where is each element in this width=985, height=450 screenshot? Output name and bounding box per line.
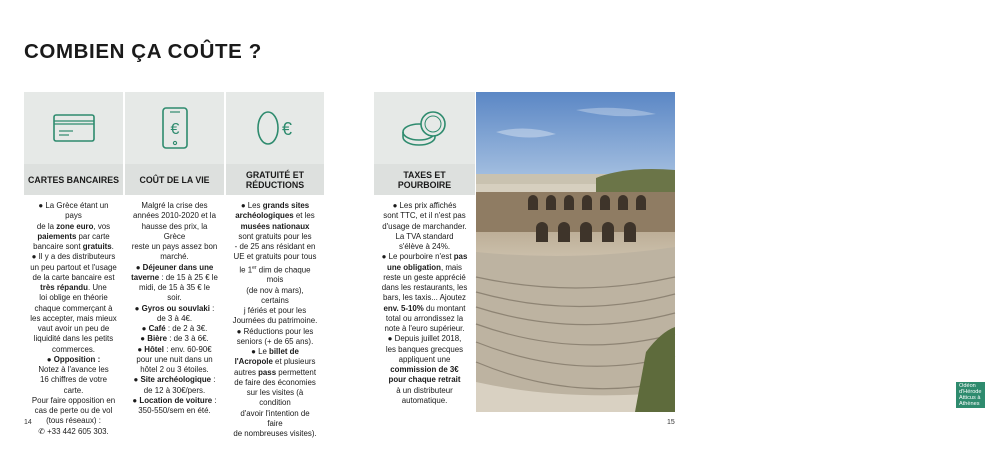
text-segment: , vos bbox=[93, 221, 111, 231]
text-line bbox=[30, 222, 117, 232]
page-number-right: 15 bbox=[667, 419, 675, 426]
text-segment: hausse des prix, la Grèce bbox=[141, 221, 208, 241]
text-segment: j fériés et pour les bbox=[243, 306, 307, 316]
text-segment: pour chaque retrait bbox=[388, 375, 461, 385]
text-line bbox=[30, 201, 117, 222]
text-segment: pas bbox=[453, 252, 468, 262]
text-segment: sont gratuits pour les bbox=[238, 231, 312, 241]
text-segment: dim de chaque mois bbox=[256, 265, 311, 285]
text-segment: total ou arrondissez la bbox=[385, 313, 464, 323]
text-line bbox=[30, 375, 117, 396]
text-line bbox=[30, 345, 117, 355]
text-line bbox=[131, 314, 218, 324]
text-segment: Journées du patrimoine. bbox=[232, 316, 318, 326]
text-line bbox=[30, 416, 117, 426]
text-line bbox=[131, 222, 218, 243]
coins-icon bbox=[397, 106, 453, 150]
text-segment: archéologiques bbox=[235, 211, 294, 221]
text-line bbox=[131, 345, 218, 355]
text-line bbox=[232, 357, 318, 367]
column-text bbox=[226, 195, 324, 439]
text-segment: et les bbox=[293, 211, 315, 221]
text-line bbox=[380, 334, 469, 344]
text-segment: grands sites bbox=[262, 201, 310, 210]
text-segment: ● Hôtel bbox=[137, 344, 164, 354]
text-segment: cas de perte ou de vol bbox=[34, 406, 113, 415]
text-line bbox=[232, 222, 318, 232]
text-segment: d'usage de marchander. bbox=[382, 221, 467, 231]
text-line bbox=[380, 355, 469, 365]
text-segment: de la carte bancaire est bbox=[32, 272, 115, 282]
text-line bbox=[380, 283, 469, 293]
text-segment: de 3 à 4€. bbox=[156, 313, 193, 323]
text-line bbox=[380, 273, 469, 283]
text-line bbox=[131, 355, 218, 365]
text-segment: vaut avoir un peu de bbox=[37, 324, 110, 333]
text-line bbox=[30, 396, 117, 406]
text-line bbox=[131, 324, 218, 334]
odeon-photo bbox=[476, 92, 982, 412]
text-segment: Notez à l'avance les bbox=[38, 365, 109, 374]
column-gratuite bbox=[226, 92, 324, 439]
text-segment: reste un geste apprécié bbox=[383, 272, 466, 282]
text-line bbox=[380, 324, 469, 334]
text-segment: ● Le pourboire n'est bbox=[381, 252, 454, 262]
text-line bbox=[232, 263, 318, 286]
text-line bbox=[131, 304, 218, 314]
text-segment: liquidité dans les petits bbox=[33, 334, 114, 344]
text-line bbox=[30, 242, 117, 252]
text-segment: ✆ +33 442 605 303. bbox=[38, 426, 109, 436]
text-segment: à un distributeur bbox=[396, 385, 453, 395]
text-line bbox=[131, 242, 218, 252]
column-cartes-bancaires bbox=[24, 92, 123, 437]
text-line bbox=[232, 327, 318, 337]
zero-euro-icon bbox=[251, 106, 299, 150]
text-segment: (de nov à mars), certains bbox=[246, 285, 304, 305]
text-segment: UE et gratuits pour tous bbox=[233, 252, 317, 262]
text-segment: : de 2 à 3€. bbox=[165, 324, 208, 333]
text-segment: l'Acropole bbox=[234, 357, 273, 367]
text-line bbox=[232, 429, 318, 439]
text-line bbox=[30, 406, 117, 416]
text-segment: hôtel 2 ou 3 étoiles. bbox=[140, 365, 209, 374]
text-segment: La TVA standard bbox=[395, 231, 454, 241]
text-line bbox=[380, 314, 469, 324]
text-segment: : de 15 à 25 € le bbox=[159, 272, 218, 282]
text-segment: du montant bbox=[423, 303, 466, 313]
text-line bbox=[30, 252, 117, 262]
text-line bbox=[380, 365, 469, 375]
text-segment: le 1 bbox=[239, 265, 253, 275]
text-segment: bancaire sont bbox=[33, 242, 83, 251]
text-segment: de faire des économies bbox=[234, 377, 316, 387]
text-segment: et plusieurs bbox=[272, 357, 316, 367]
text-line bbox=[232, 211, 318, 221]
text-line bbox=[380, 293, 469, 303]
text-line bbox=[30, 355, 117, 365]
text-segment: musées nationaux bbox=[240, 221, 310, 231]
text-line bbox=[232, 378, 318, 388]
text-segment: taverne bbox=[131, 272, 160, 282]
text-line bbox=[380, 263, 469, 273]
text-line bbox=[232, 347, 318, 357]
column-header: TAXES ET POURBOIRE bbox=[374, 164, 475, 195]
text-segment: . Une bbox=[87, 283, 107, 292]
text-segment: Pour faire opposition en bbox=[31, 395, 116, 405]
text-line bbox=[131, 263, 218, 273]
text-segment: ● Location de voiture bbox=[132, 395, 213, 405]
text-line bbox=[131, 365, 218, 375]
text-line bbox=[30, 324, 117, 334]
text-segment: années 2010-2020 et la bbox=[133, 211, 216, 221]
text-segment: env. 5-10% bbox=[383, 303, 424, 313]
text-line bbox=[30, 365, 117, 375]
column-text bbox=[125, 195, 224, 416]
text-segment: (tous réseaux) : bbox=[46, 416, 101, 426]
text-segment: ● Le bbox=[251, 347, 270, 357]
text-segment: : bbox=[209, 303, 215, 313]
text-segment: ● Il y a des distributeurs bbox=[31, 252, 116, 262]
text-segment: gratuits bbox=[82, 242, 112, 251]
text-segment: ● Gyros ou souvlaki bbox=[134, 303, 210, 313]
text-line bbox=[30, 334, 117, 344]
text-line bbox=[131, 334, 218, 344]
text-line bbox=[232, 388, 318, 409]
text-line bbox=[232, 306, 318, 316]
text-segment: note à l'euro supérieur. bbox=[384, 324, 465, 333]
text-line bbox=[380, 211, 469, 221]
text-line bbox=[380, 242, 469, 252]
text-segment: ● Les prix affichés bbox=[392, 201, 457, 210]
text-line bbox=[30, 232, 117, 242]
page-number-left: 14 bbox=[24, 419, 32, 426]
text-segment: . bbox=[111, 242, 114, 251]
text-segment: : bbox=[212, 395, 217, 405]
text-line bbox=[380, 386, 469, 396]
text-segment: d'avoir l'intention de faire bbox=[240, 408, 310, 428]
text-segment: de la bbox=[36, 221, 57, 231]
text-segment: une obligation bbox=[387, 262, 441, 272]
text-line bbox=[232, 201, 318, 211]
text-segment: chaque commerçant à bbox=[34, 303, 113, 313]
text-segment: er bbox=[252, 264, 257, 271]
text-segment: ● Site archéologique bbox=[133, 375, 212, 385]
text-line bbox=[232, 252, 318, 262]
text-line bbox=[380, 375, 469, 385]
text-line bbox=[232, 242, 318, 252]
text-line bbox=[30, 283, 117, 293]
text-line bbox=[232, 337, 318, 347]
column-text bbox=[24, 195, 123, 437]
text-segment: , mais bbox=[440, 262, 462, 272]
text-segment: ● Bière bbox=[140, 334, 167, 344]
text-segment: marché. bbox=[160, 252, 189, 262]
text-line bbox=[380, 304, 469, 314]
text-segment: ● Réductions pour les bbox=[236, 326, 314, 336]
text-segment: automatique. bbox=[401, 395, 448, 405]
text-segment: : env. 60-90€ bbox=[164, 344, 212, 354]
page-title: COMBIEN ÇA COÛTE ? bbox=[24, 40, 262, 63]
euro-phone-icon bbox=[155, 106, 195, 150]
text-segment: reste un pays assez bon bbox=[131, 242, 218, 251]
text-segment: billet de bbox=[269, 347, 299, 357]
text-line bbox=[131, 396, 218, 406]
text-segment: ● Déjeuner dans une bbox=[135, 262, 214, 272]
text-segment: un peu partout et l'usage bbox=[30, 262, 117, 272]
text-segment: seniors (+ de 65 ans). bbox=[236, 336, 314, 346]
text-segment: pass bbox=[258, 367, 277, 377]
text-segment: autres bbox=[233, 367, 259, 377]
text-line bbox=[380, 396, 469, 406]
text-segment: : de 3 à 6€. bbox=[167, 334, 209, 344]
text-segment: ● Opposition : bbox=[46, 354, 101, 364]
text-segment: - de 25 ans résidant en bbox=[234, 242, 316, 251]
credit-card-icon bbox=[51, 108, 97, 148]
text-segment: sont TTC, et il n'est pas bbox=[383, 211, 466, 221]
column-header: GRATUITÉ ET RÉDUCTIONS bbox=[226, 164, 324, 195]
text-segment: commission de 3€ bbox=[390, 365, 459, 374]
text-segment: zone euro bbox=[56, 221, 94, 231]
text-line bbox=[380, 232, 469, 242]
text-line bbox=[232, 286, 318, 307]
text-segment: de nombreuses visites). bbox=[233, 429, 317, 439]
svg-text:€: € bbox=[170, 121, 179, 138]
text-segment: : bbox=[211, 375, 216, 385]
column-header: COÛT DE LA VIE bbox=[125, 164, 224, 195]
column-header: CARTES BANCAIRES bbox=[24, 164, 123, 195]
text-line bbox=[30, 293, 117, 303]
text-line bbox=[380, 222, 469, 232]
column-text bbox=[374, 195, 475, 406]
text-line bbox=[131, 283, 218, 304]
text-segment: les accepter, mais mieux bbox=[30, 313, 117, 323]
text-line bbox=[232, 316, 318, 326]
text-segment: paiements bbox=[37, 231, 77, 241]
text-segment: permettent bbox=[276, 367, 317, 377]
text-segment: dans les restaurants, les bbox=[381, 283, 468, 292]
text-segment: s'élève à 24%. bbox=[398, 242, 451, 251]
text-segment: sur les visites (à condition bbox=[246, 388, 304, 408]
text-line bbox=[131, 273, 218, 283]
text-segment: commerces. bbox=[52, 344, 95, 354]
photo-caption: Odéon d'Hérode Atticus à Athènes bbox=[956, 382, 985, 408]
text-line bbox=[380, 201, 469, 211]
text-line bbox=[131, 386, 218, 396]
text-line bbox=[131, 406, 218, 416]
text-segment: de 12 à 30€/pers. bbox=[143, 385, 206, 395]
text-segment: bars, les taxis... Ajoutez bbox=[383, 293, 466, 303]
text-line bbox=[30, 263, 117, 273]
text-line bbox=[131, 252, 218, 262]
text-line bbox=[30, 304, 117, 314]
text-line bbox=[232, 232, 318, 242]
text-segment: loi oblige en théorie bbox=[39, 293, 108, 303]
text-line bbox=[30, 273, 117, 283]
text-line bbox=[380, 345, 469, 355]
column-taxes-pourboire bbox=[374, 92, 475, 406]
column-cout-de-la-vie bbox=[125, 92, 224, 416]
svg-text:€: € bbox=[281, 119, 293, 139]
text-line bbox=[131, 211, 218, 221]
text-segment: ● Depuis juillet 2018, bbox=[387, 334, 462, 344]
text-segment: par carte bbox=[76, 231, 110, 241]
text-segment: ● La Grèce étant un pays bbox=[38, 201, 109, 221]
text-line bbox=[30, 427, 117, 437]
text-segment: les banques grecques bbox=[385, 344, 464, 354]
text-segment: 16 chiffres de votre carte. bbox=[40, 375, 107, 395]
text-line bbox=[131, 375, 218, 385]
text-line bbox=[131, 201, 218, 211]
text-line bbox=[232, 409, 318, 430]
text-segment: pour une nuit dans un bbox=[136, 354, 213, 364]
text-segment: 350-550/sem en été. bbox=[138, 406, 211, 415]
text-segment: appliquent une bbox=[398, 354, 451, 364]
text-segment: midi, de 15 à 35 € le soir. bbox=[138, 283, 211, 303]
text-line bbox=[380, 252, 469, 262]
text-segment: ● Café bbox=[141, 324, 166, 333]
text-line bbox=[30, 314, 117, 324]
text-segment: ● Les bbox=[240, 201, 263, 210]
text-segment: très répandu bbox=[40, 283, 88, 292]
text-line bbox=[232, 368, 318, 378]
text-segment: Malgré la crise des bbox=[141, 201, 208, 210]
